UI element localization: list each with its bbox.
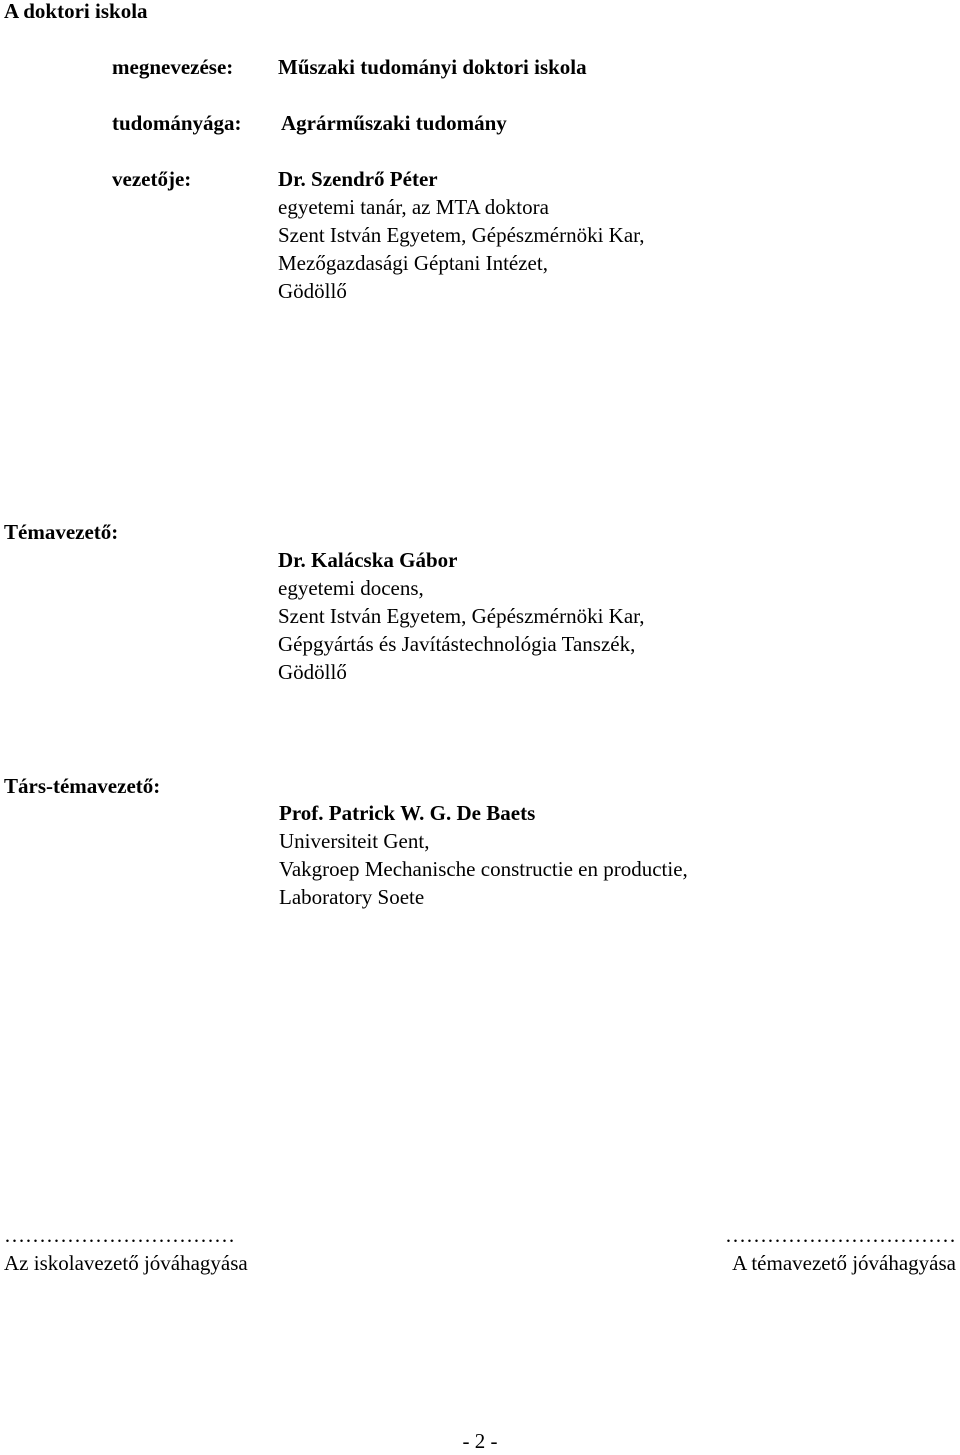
school-head-block (278, 165, 645, 305)
supervisor-line: Szent István Egyetem, Gépészmérnöki Kar, (278, 604, 645, 628)
school-head-signature-line: …………………………… (4, 1223, 235, 1247)
school-head-line: Mezőgazdasági Géptani Intézet, (278, 251, 548, 275)
co-supervisor-name: Prof. Patrick W. G. De Baets (279, 801, 536, 825)
school-name-label: megnevezése: (112, 55, 234, 79)
school-head-line: Gödöllő (278, 279, 347, 303)
supervisor-approval-caption: A témavezető jóváhagyása (732, 1251, 956, 1275)
supervisor-line: Gödöllő (278, 660, 347, 684)
school-head-name: Dr. Szendrő Péter (278, 167, 438, 191)
supervisor-label: Témavezető: (4, 520, 119, 544)
supervisor-line: Gépgyártás és Javítástechnológia Tanszék, (278, 632, 636, 656)
school-head-line: egyetemi tanár, az MTA doktora (278, 195, 549, 219)
supervisor-name: Dr. Kalácska Gábor (278, 548, 458, 572)
co-supervisor-line: Universiteit Gent, (279, 829, 430, 853)
school-head-label: vezetője: (112, 167, 192, 191)
co-supervisor-label: Társ-témavezető: (4, 774, 161, 798)
school-field-label: tudományága: (112, 111, 242, 135)
section-heading: A doktori iskola (4, 0, 148, 23)
co-supervisor-line: Vakgroep Mechanische constructie en productie, (279, 857, 688, 881)
school-name-value: Műszaki tudományi doktori iskola (278, 55, 587, 79)
supervisor-block (278, 546, 645, 686)
supervisor-signature-line: …………………………… (725, 1223, 956, 1247)
co-supervisor-block (279, 799, 688, 911)
page-number: - 2 - (462, 1429, 498, 1453)
school-head-line: Szent István Egyetem, Gépészmérnöki Kar, (278, 223, 645, 247)
school-head-approval-caption: Az iskolavezető jóváhagyása (4, 1251, 248, 1275)
co-supervisor-line: Laboratory Soete (279, 885, 425, 909)
supervisor-line: egyetemi docens, (278, 576, 424, 600)
school-field-value: Agrárműszaki tudomány (281, 111, 507, 135)
